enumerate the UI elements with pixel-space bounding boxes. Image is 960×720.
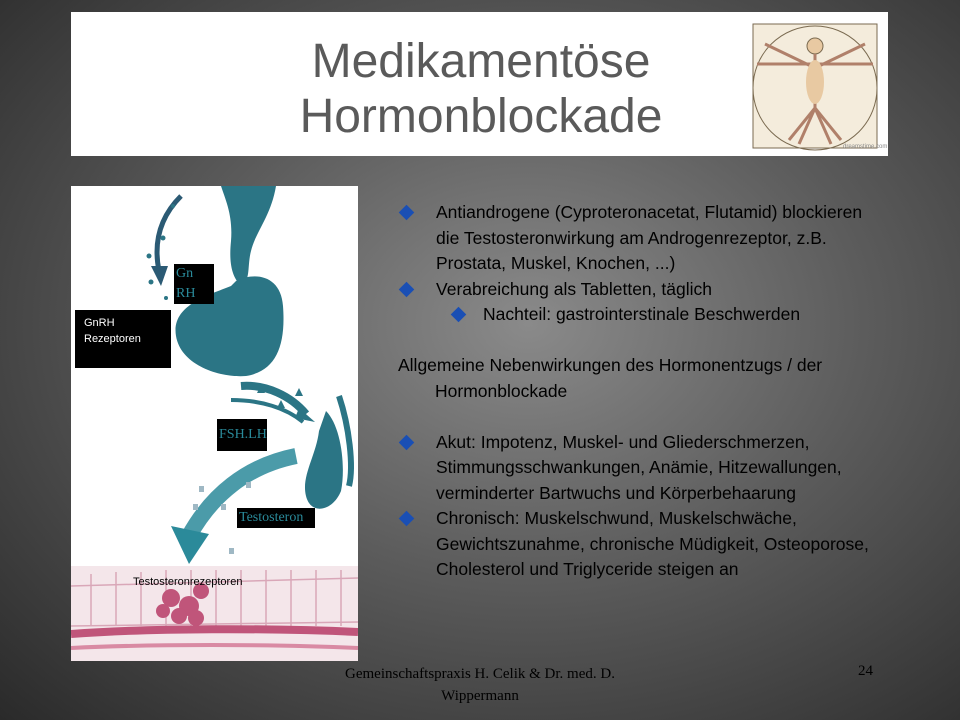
fsh-lh-label-box [217,419,267,451]
testosteron-label: Testosteron [239,510,304,525]
hormone-illustration [71,186,358,661]
hormone-pathway-graphic [71,186,358,661]
bullet-text: Akut: Impotenz, Muskel- und Gliederschmerzen, Stimmungsschwankungen, Anämie, Hitzewallungen, verminderter Bartwuchs und Körperbehaarung [436,431,842,503]
hormone-dots [147,204,176,300]
diamond-bullet-icon [399,281,415,297]
bullet-text: Nachteil: gastrointerstinale Beschwerden [483,304,801,324]
diamond-bullet-icon [399,434,415,450]
gnrh-rezeptoren-label: GnRH Rezeptoren [84,317,141,345]
bullet-akut [398,430,888,507]
title-line-1: Medikamentöse [311,35,651,88]
slide-title [261,34,701,144]
title-line-2: Hormonblockade [299,90,663,143]
sub-bullet-nachteil [398,302,888,328]
gnrh-rezeptoren-label-box [75,310,171,368]
page-number: 24 [858,663,873,679]
diamond-bullet-icon [399,511,415,527]
diamond-bullet-icon [399,205,415,221]
title-banner [71,12,888,156]
gnrh-label-box [174,264,214,304]
fsh-lh-label: FSH.LH [219,427,267,442]
footer-text: Gemeinschaftspraxis H. Celik & Dr. med. D. Wippermann [345,666,615,704]
vitruvian-man-image [743,16,887,153]
testosteron-label-box [237,508,315,528]
bullet-text: Verabreichung als Tabletten, täglich [436,278,712,299]
bullet-text: Chronisch: Muskelschwund, Muskelschwäche, Gewichtszunahme, chronische Müdigkeit, Osteoporose, Cholesterol und Triglyceride steigen an [436,508,869,579]
bullet-text: Antiandrogene (Cyproteronacetat, Flutamid) blockieren die Testosteronwirkung am Androgenrezeptor, z.B. Prostata, Muskel, Knochen, ...) [436,202,863,273]
gnrh-label: Gn RH [176,266,196,301]
bullet-antiandrogene [398,200,888,277]
bullet-chronisch [398,506,888,583]
paragraph-nebenwirkungen: Allgemeine Nebenwirkungen des Hormonentzugs / der Hormonblockade [398,355,823,401]
diamond-bullet-icon [451,307,467,323]
watermark-text: dreamstime.com [843,144,887,150]
bullet-verabreichung [398,277,888,303]
content-text [398,200,888,583]
testosteronrezeptoren-label: Testosteronrezeptoren [133,576,243,588]
